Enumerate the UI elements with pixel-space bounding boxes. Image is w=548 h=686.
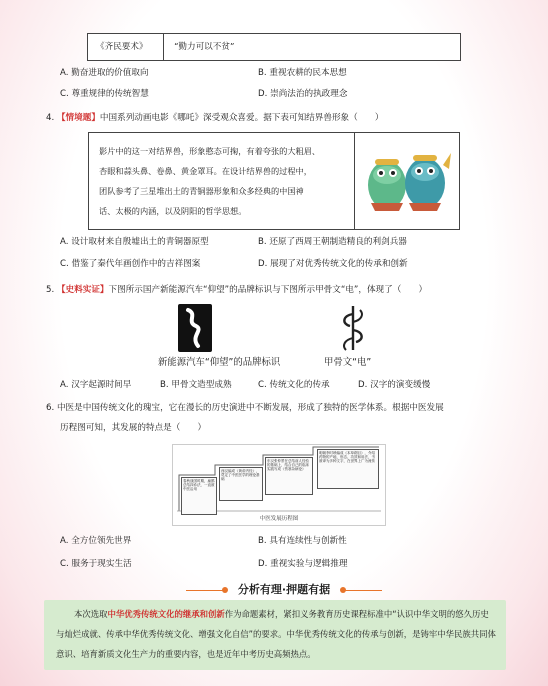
- q6-option-c: C. 服务于现实生活: [60, 559, 132, 569]
- section-divider-right: [344, 590, 382, 591]
- q4-option-d: D. 展现了对优秀传统文化的传承和创新: [258, 259, 408, 269]
- q6-chart-title: 中医发展历程图: [259, 516, 299, 522]
- q4-stem: 4. 【情境题】中国系列动画电影《哪吒》深受观众喜爱。据下表可知结界兽形象（ ）: [46, 113, 384, 123]
- analysis-box: [44, 600, 506, 670]
- q6-step-4: 明朝李时珍编成《本草纲目》，介绍药物的产地、形态、功效和用法，书被译为多种文字，在世界上广为流传: [317, 449, 379, 489]
- section-title: 分析有理·押题有据: [237, 583, 331, 596]
- q6-stem-line2: 历程图可知，其发展的特点是（ ）: [60, 423, 207, 433]
- q3-option-d: D. 崇尚法治的执政理念: [258, 89, 348, 99]
- q5-option-c: C. 传统文化的传承: [258, 380, 330, 390]
- q4-option-a: A. 设计取材来自殷墟出土的青铜器原型: [60, 237, 209, 247]
- q6-step-2: 西汉编成《黄帝内经》，奠定了中医医学的理论基础: [219, 467, 263, 501]
- yangwang-logo: [178, 304, 212, 352]
- q4-box-text: 影片中的这一对结界兽，形象憨态可掬，有着夸张的大粗眉、 杏眼和蒜头鼻、卷鼻、黄金罩耳。在设计结界兽的过程中， 团队参考了三星堆出土的青铜器形象和众多经典的中国神 话、太极的内涵，以及阴阳的哲学思想。: [99, 146, 321, 216]
- q3-table: [87, 33, 461, 61]
- q6-option-a: A. 全方位领先世界: [60, 536, 132, 546]
- section-divider-left: [186, 590, 224, 591]
- q5-option-a: A. 汉字起源时间早: [60, 380, 132, 390]
- q3-table-right: “勤力可以不贫”: [174, 42, 235, 52]
- q6-step-3: 东汉张仲景在总结前人经验的基础上，结合自己的临床实践写成《伤寒杂病论》: [265, 457, 313, 495]
- analysis-highlight: 中华优秀传统文化的继承和创新: [107, 609, 225, 619]
- q3-table-left: 《齐民要术》: [96, 42, 148, 52]
- q4-box: [88, 132, 460, 230]
- q6-staircase-chart: [172, 444, 386, 526]
- q4-option-c: C. 借鉴了秦代年画创作中的吉祥图案: [60, 259, 201, 269]
- q6-stem-line1: 6. 中医是中国传统文化的瑰宝，它在漫长的历史演进中不断发展，形成了独特的医学体系。根据中医发展: [46, 403, 444, 413]
- nezha-creature-image: [361, 145, 453, 217]
- q5-option-b: B. 甲骨文造型成熟: [160, 380, 232, 390]
- q3-option-b: B. 重视农耕的民本思想: [258, 68, 347, 78]
- q5-stem: 5. 【史料实证】下图所示国产新能源汽车“仰望”的品牌标识与下图所示甲骨文“电”，体现了（ ）: [46, 285, 428, 295]
- q4-option-b: B. 还原了西周王朝制造精良的利剑兵器: [258, 237, 407, 247]
- q3-option-a: A. 勤奋进取的价值取向: [60, 68, 149, 78]
- analysis-paragraph: 本次选取中华优秀传统文化的继承和创新作为命题素材，紧扣义务教育历史课程标准中“认识中华文明的悠久历史与灿烂成就、传承中华优秀传统文化、增强文化自信”的要求。中华优秀传统文化的传承与创新，是铸牢中华民族共同体意识、培育新质文化生产力的重要内容，也是近年中考历史高频热点。: [56, 609, 496, 659]
- q6-option-b: B. 具有连续性与创新性: [258, 536, 347, 546]
- oracle-bone-dian-glyph: [336, 304, 370, 352]
- q5-caption-left: 新能源汽车“仰望”的品牌标识: [158, 357, 281, 368]
- q5-caption-right: 甲骨文“电”: [324, 357, 372, 368]
- q5-option-d: D. 汉字的演变缓慢: [358, 380, 431, 390]
- q6-option-d: D. 重视实验与逻辑推理: [258, 559, 348, 569]
- q6-step-1: 春秋战国时期，扁鹊总结四诊法，一直被中医沿用: [181, 477, 217, 515]
- q3-option-c: C. 尊重规律的传统智慧: [60, 89, 149, 99]
